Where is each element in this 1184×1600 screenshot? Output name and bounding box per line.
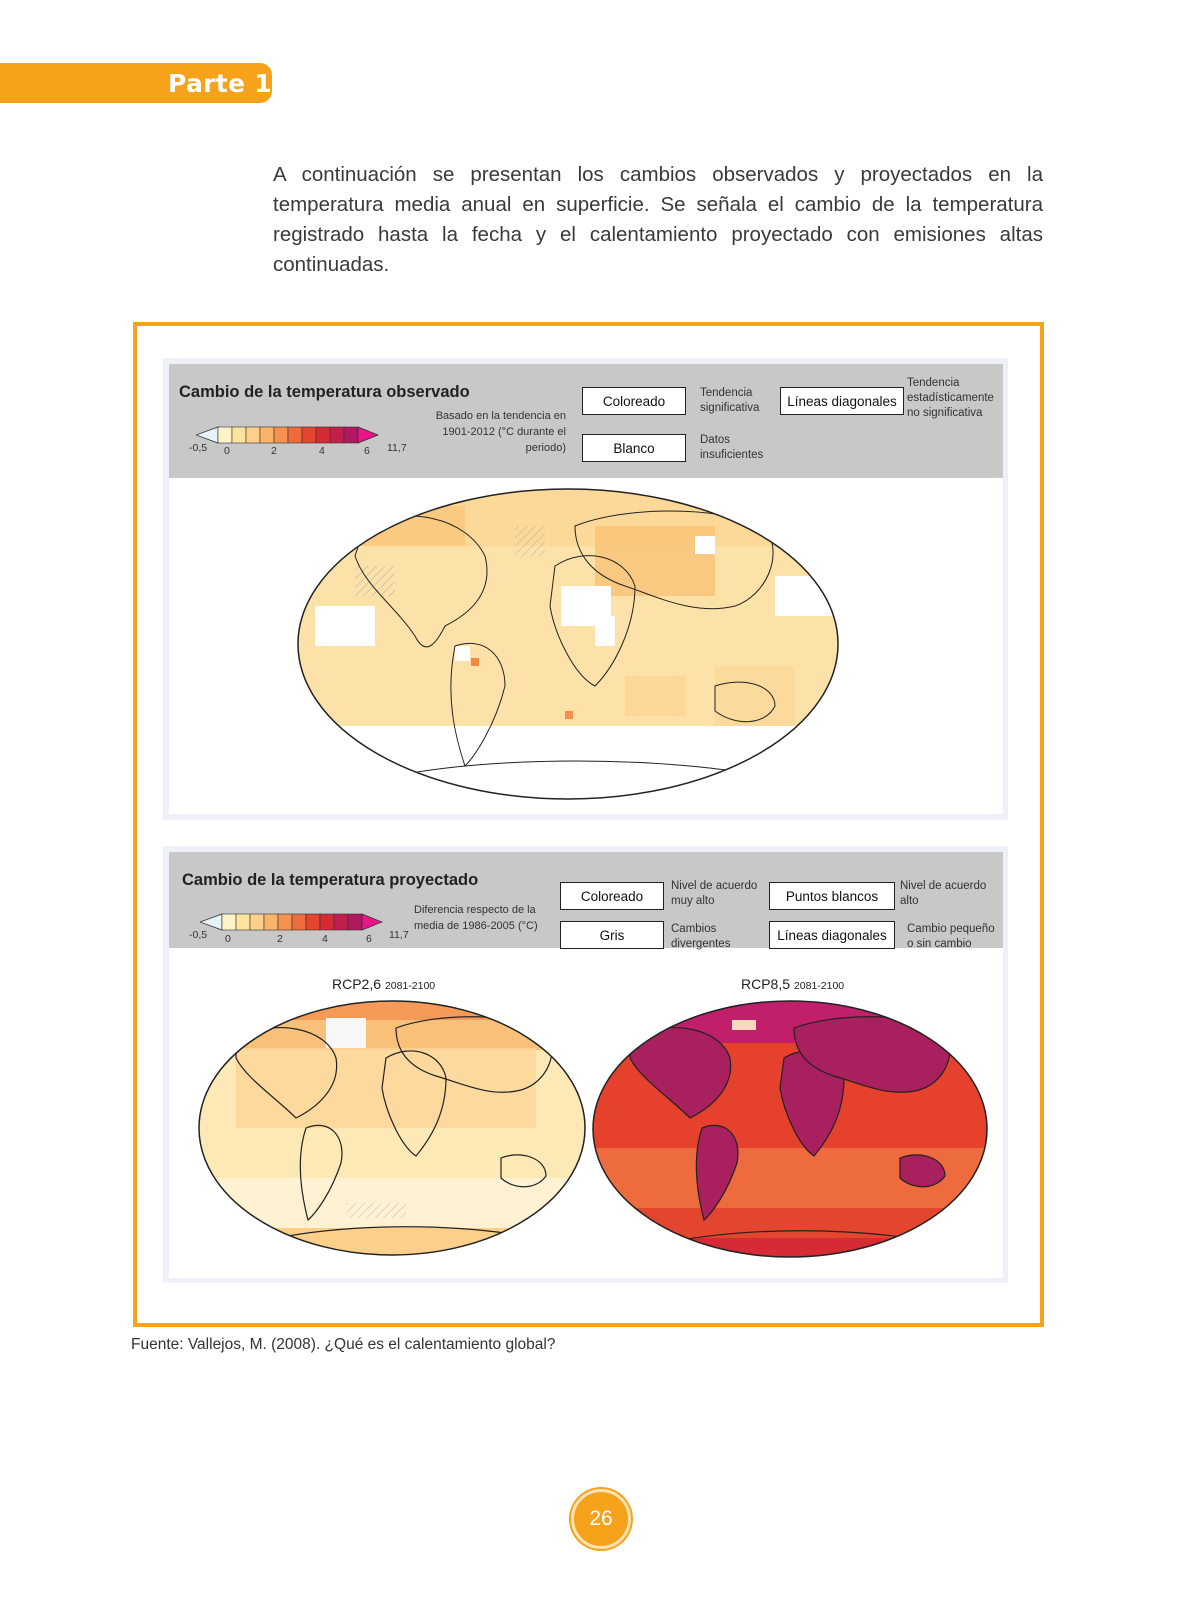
rcp26-world-map (196, 998, 588, 1258)
scale-arrow-low (196, 427, 218, 443)
scale-cell (302, 427, 316, 443)
key-colored-desc: Nivel de acuerdo muy alto (671, 880, 758, 907)
scale-cell (316, 427, 330, 443)
scale-cell (330, 427, 344, 443)
scale-cell (250, 914, 264, 930)
rcp26-label (332, 976, 435, 992)
key-diagonal: Líneas diagonales (780, 387, 904, 415)
scale-cell (278, 914, 292, 930)
part-label: Parte 1 (168, 69, 272, 98)
page-number: 26 (571, 1489, 631, 1549)
projected-tick: 2 (277, 933, 283, 945)
key-white-dots: Puntos blancos (769, 882, 895, 910)
scale-cell (348, 914, 362, 930)
observed-tick: 6 (364, 445, 370, 457)
scale-cell (288, 427, 302, 443)
observed-tick: 2 (271, 445, 277, 457)
rcp26-name: RCP2,6 (332, 976, 382, 992)
projected-tick: -0,5 (189, 929, 208, 941)
projected-tick: 0 (225, 933, 231, 945)
observed-title: Cambio de la temperatura observado (179, 383, 470, 401)
scale-cell (236, 914, 250, 930)
key-diagonal-desc: Cambio pequeño o sin cambio (907, 923, 995, 950)
observed-tick: 0 (224, 445, 230, 457)
rcp85-label (741, 976, 844, 992)
source-citation: Fuente: Vallejos, M. (2008). ¿Qué es el calentamiento global? (131, 1336, 556, 1353)
scale-cell (232, 427, 246, 443)
observed-tick: -0,5 (189, 442, 208, 454)
observed-color-scale (196, 425, 396, 445)
intro-paragraph: A continuación se presentan los cambios observados y proyectados en la temperatura media anual en superficie. Se señala el cambio de la temperatura registrado hasta la fecha y el calentamiento proyectado con emisiones altas continuadas. (273, 163, 1043, 276)
key-gray-desc: Cambios divergentes (671, 923, 731, 950)
scale-cell (274, 427, 288, 443)
scale-cell (292, 914, 306, 930)
key-colored: Coloreado (560, 882, 664, 910)
observed-tick: 4 (319, 445, 325, 457)
scale-arrow-high (362, 914, 382, 930)
scale-cell (306, 914, 320, 930)
observed-world-map (295, 486, 841, 802)
rcp85-name: RCP8,5 (741, 976, 791, 992)
key-diagonal-desc: Tendencia estadísticamente no significativa (907, 377, 994, 419)
projected-tick: 4 (322, 933, 328, 945)
rcp85-period: 2081-2100 (793, 980, 845, 992)
scale-cell (320, 914, 334, 930)
key-white-desc: Datos insuficientes (700, 434, 764, 461)
scale-cell (260, 427, 274, 443)
projected-tick: 11,7 (389, 929, 409, 941)
scale-cell (334, 914, 348, 930)
observed-note: Basado en la tendencia en 1901-2012 (°C durante el periodo) (435, 410, 566, 454)
key-diagonal: Líneas diagonales (769, 921, 895, 949)
rcp26-period: 2081-2100 (384, 980, 436, 992)
scale-arrow-low (200, 914, 222, 930)
part-tab (0, 63, 272, 103)
scale-cell (246, 427, 260, 443)
scale-cell (218, 427, 232, 443)
key-white-dots-desc: Nivel de acuerdo alto (900, 880, 987, 907)
observed-tick: 11,7 (387, 442, 407, 454)
key-colored: Coloreado (582, 387, 686, 415)
scale-cell (222, 914, 236, 930)
key-white: Blanco (582, 434, 686, 462)
projected-color-scale (200, 912, 400, 932)
projected-note: Diferencia respecto de la media de 1986-2005 (°C) (414, 904, 538, 932)
key-gray: Gris (560, 921, 664, 949)
scale-cell (264, 914, 278, 930)
rcp85-world-map (590, 998, 990, 1260)
projected-tick: 6 (366, 933, 372, 945)
key-colored-desc: Tendencia significativa (700, 387, 760, 414)
scale-arrow-high (358, 427, 378, 443)
projected-title: Cambio de la temperatura proyectado (182, 871, 479, 889)
scale-cell (344, 427, 358, 443)
